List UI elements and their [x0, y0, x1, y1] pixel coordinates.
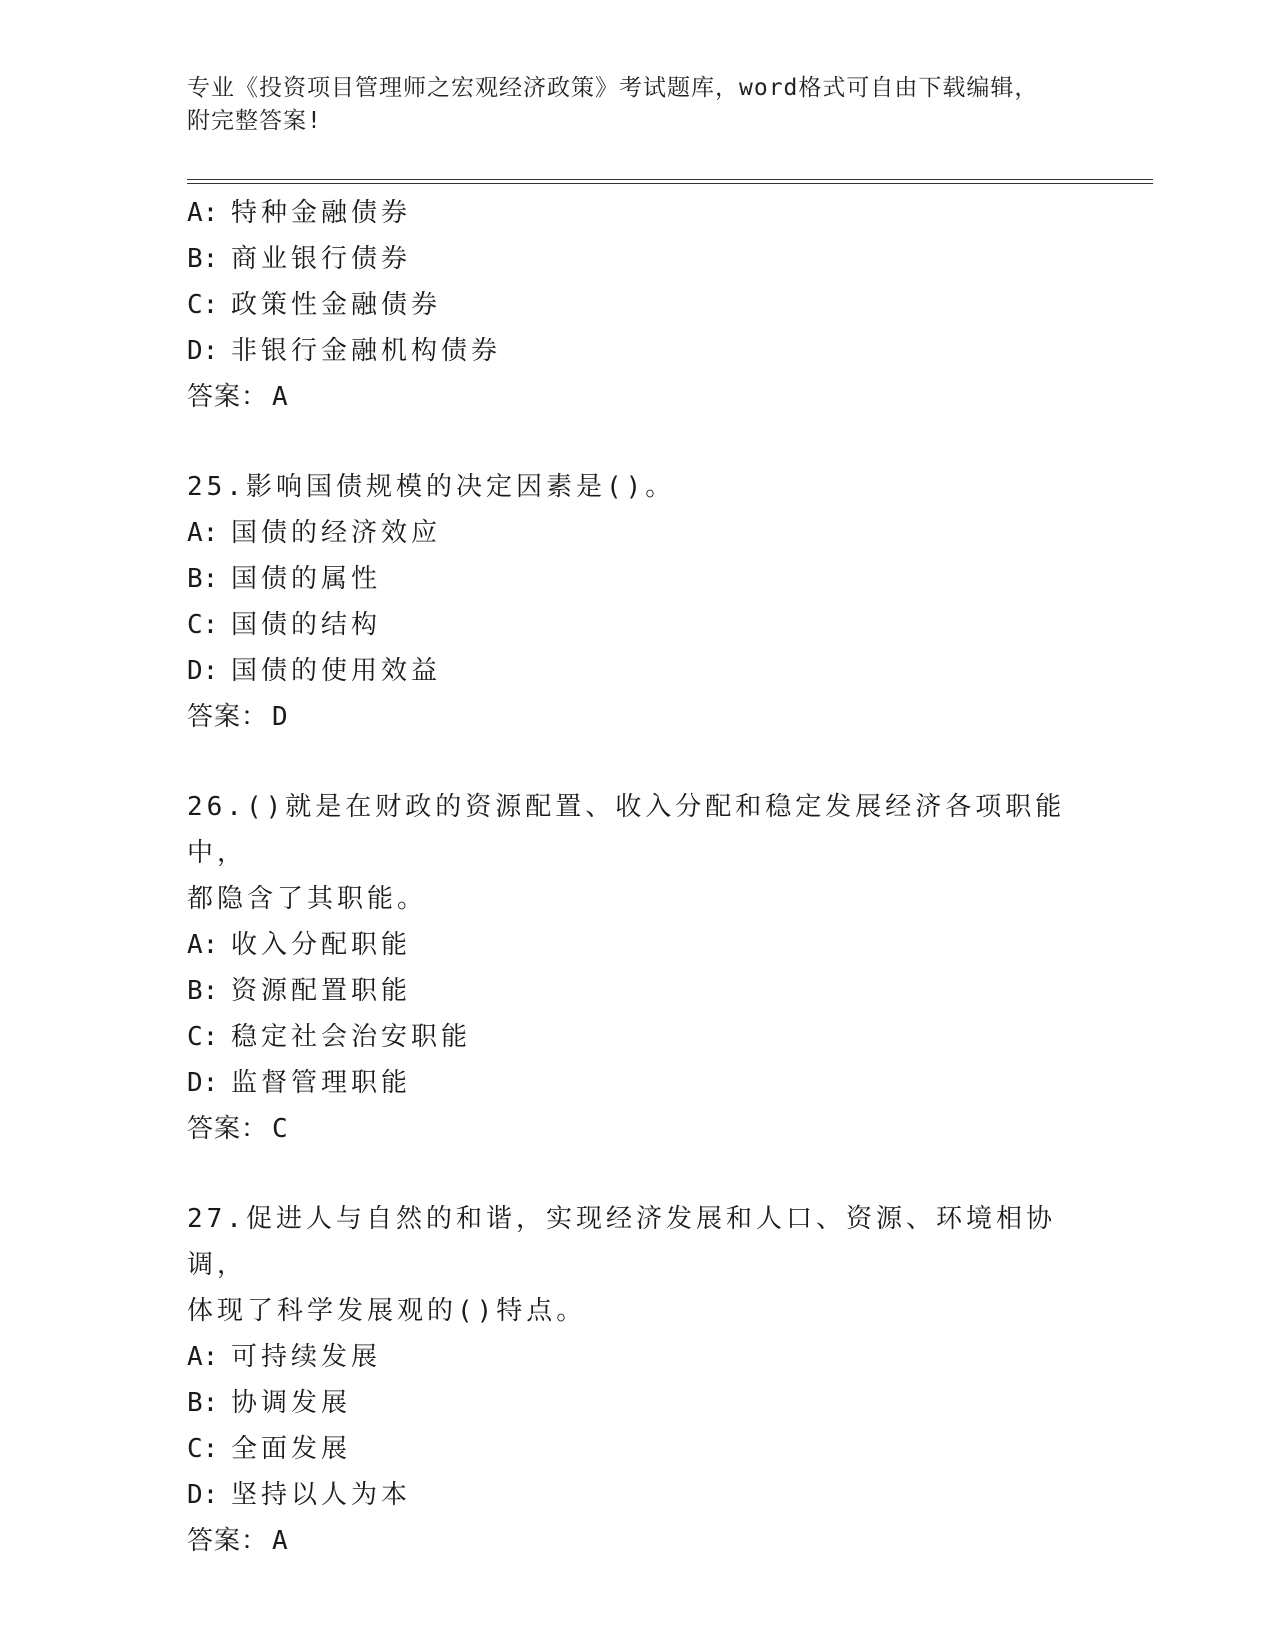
option-text: 协调发展 [231, 1388, 352, 1418]
option-d [187, 1060, 1087, 1106]
option-c [187, 282, 1087, 328]
option-b [187, 968, 1087, 1014]
header-divider-top [187, 179, 1153, 180]
option-text: 国债的属性 [231, 564, 382, 594]
option-a [187, 190, 1087, 236]
option-text: 政策性金融债券 [231, 290, 442, 320]
option-text: 稳定社会治安职能 [231, 1022, 472, 1052]
answer-line [187, 374, 1087, 420]
question-24 [187, 190, 1087, 420]
option-label: D: [187, 1480, 219, 1510]
option-text: 特种金融债券 [231, 198, 412, 228]
question-spacer [187, 740, 1087, 784]
option-text: 坚持以人为本 [231, 1480, 412, 1510]
answer-label: 答案： [187, 1526, 269, 1556]
option-label: C: [187, 1022, 219, 1052]
option-label: B: [187, 1388, 219, 1418]
option-d [187, 648, 1087, 694]
option-label: C: [187, 1434, 219, 1464]
option-a [187, 922, 1087, 968]
answer-label: 答案： [187, 382, 269, 412]
header-line-2: 附完整答案! [187, 108, 322, 134]
answer-line [187, 1518, 1087, 1564]
question-stem-line-1: 26.()就是在财政的资源配置、收入分配和稳定发展经济各项职能中， [187, 792, 1066, 868]
option-label: B: [187, 564, 219, 594]
answer-label: 答案： [187, 1114, 269, 1144]
option-label: D: [187, 1068, 219, 1098]
question-spacer [187, 1152, 1087, 1196]
option-b [187, 556, 1087, 602]
question-stem-line-2: 都隐含了其职能。 [187, 884, 428, 914]
question-list [187, 190, 1087, 1564]
question-27 [187, 1196, 1087, 1564]
answer-value: C [272, 1114, 289, 1144]
question-spacer [187, 420, 1087, 464]
option-text: 非银行金融机构债券 [231, 336, 502, 366]
option-d [187, 1472, 1087, 1518]
option-a [187, 510, 1087, 556]
option-a [187, 1334, 1087, 1380]
option-label: C: [187, 290, 219, 320]
header-divider-bottom [187, 183, 1153, 184]
answer-value: D [272, 702, 289, 732]
option-text: 国债的使用效益 [231, 656, 442, 686]
option-text: 可持续发展 [231, 1342, 382, 1372]
option-text: 全面发展 [231, 1434, 352, 1464]
header-line-1: 专业《投资项目管理师之宏观经济政策》考试题库，word格式可自由下载编辑， [187, 75, 1039, 101]
option-text: 监督管理职能 [231, 1068, 412, 1098]
answer-value: A [272, 382, 289, 412]
option-label: A: [187, 1342, 219, 1372]
option-label: D: [187, 336, 219, 366]
option-c [187, 1426, 1087, 1472]
question-stem-line-2: 体现了科学发展观的()特点。 [187, 1296, 587, 1326]
option-label: A: [187, 930, 219, 960]
answer-value: A [272, 1526, 289, 1556]
option-label: C: [187, 610, 219, 640]
option-c [187, 1014, 1087, 1060]
option-text: 资源配置职能 [231, 976, 412, 1006]
question-26 [187, 784, 1087, 1152]
document-header [187, 72, 1087, 138]
option-text: 收入分配职能 [231, 930, 412, 960]
option-b [187, 1380, 1087, 1426]
option-b [187, 236, 1087, 282]
option-d [187, 328, 1087, 374]
question-stem: 25.影响国债规模的决定因素是()。 [187, 472, 676, 502]
option-text: 国债的经济效应 [231, 518, 442, 548]
option-text: 商业银行债券 [231, 244, 412, 274]
answer-line [187, 694, 1087, 740]
option-label: A: [187, 198, 219, 228]
option-label: B: [187, 976, 219, 1006]
answer-line [187, 1106, 1087, 1152]
option-text: 国债的结构 [231, 610, 382, 640]
option-label: B: [187, 244, 219, 274]
option-c [187, 602, 1087, 648]
answer-label: 答案： [187, 702, 269, 732]
question-25 [187, 464, 1087, 740]
option-label: D: [187, 656, 219, 686]
option-label: A: [187, 518, 219, 548]
question-stem-line-1: 27.促进人与自然的和谐，实现经济发展和人口、资源、环境相协调， [187, 1204, 1056, 1280]
